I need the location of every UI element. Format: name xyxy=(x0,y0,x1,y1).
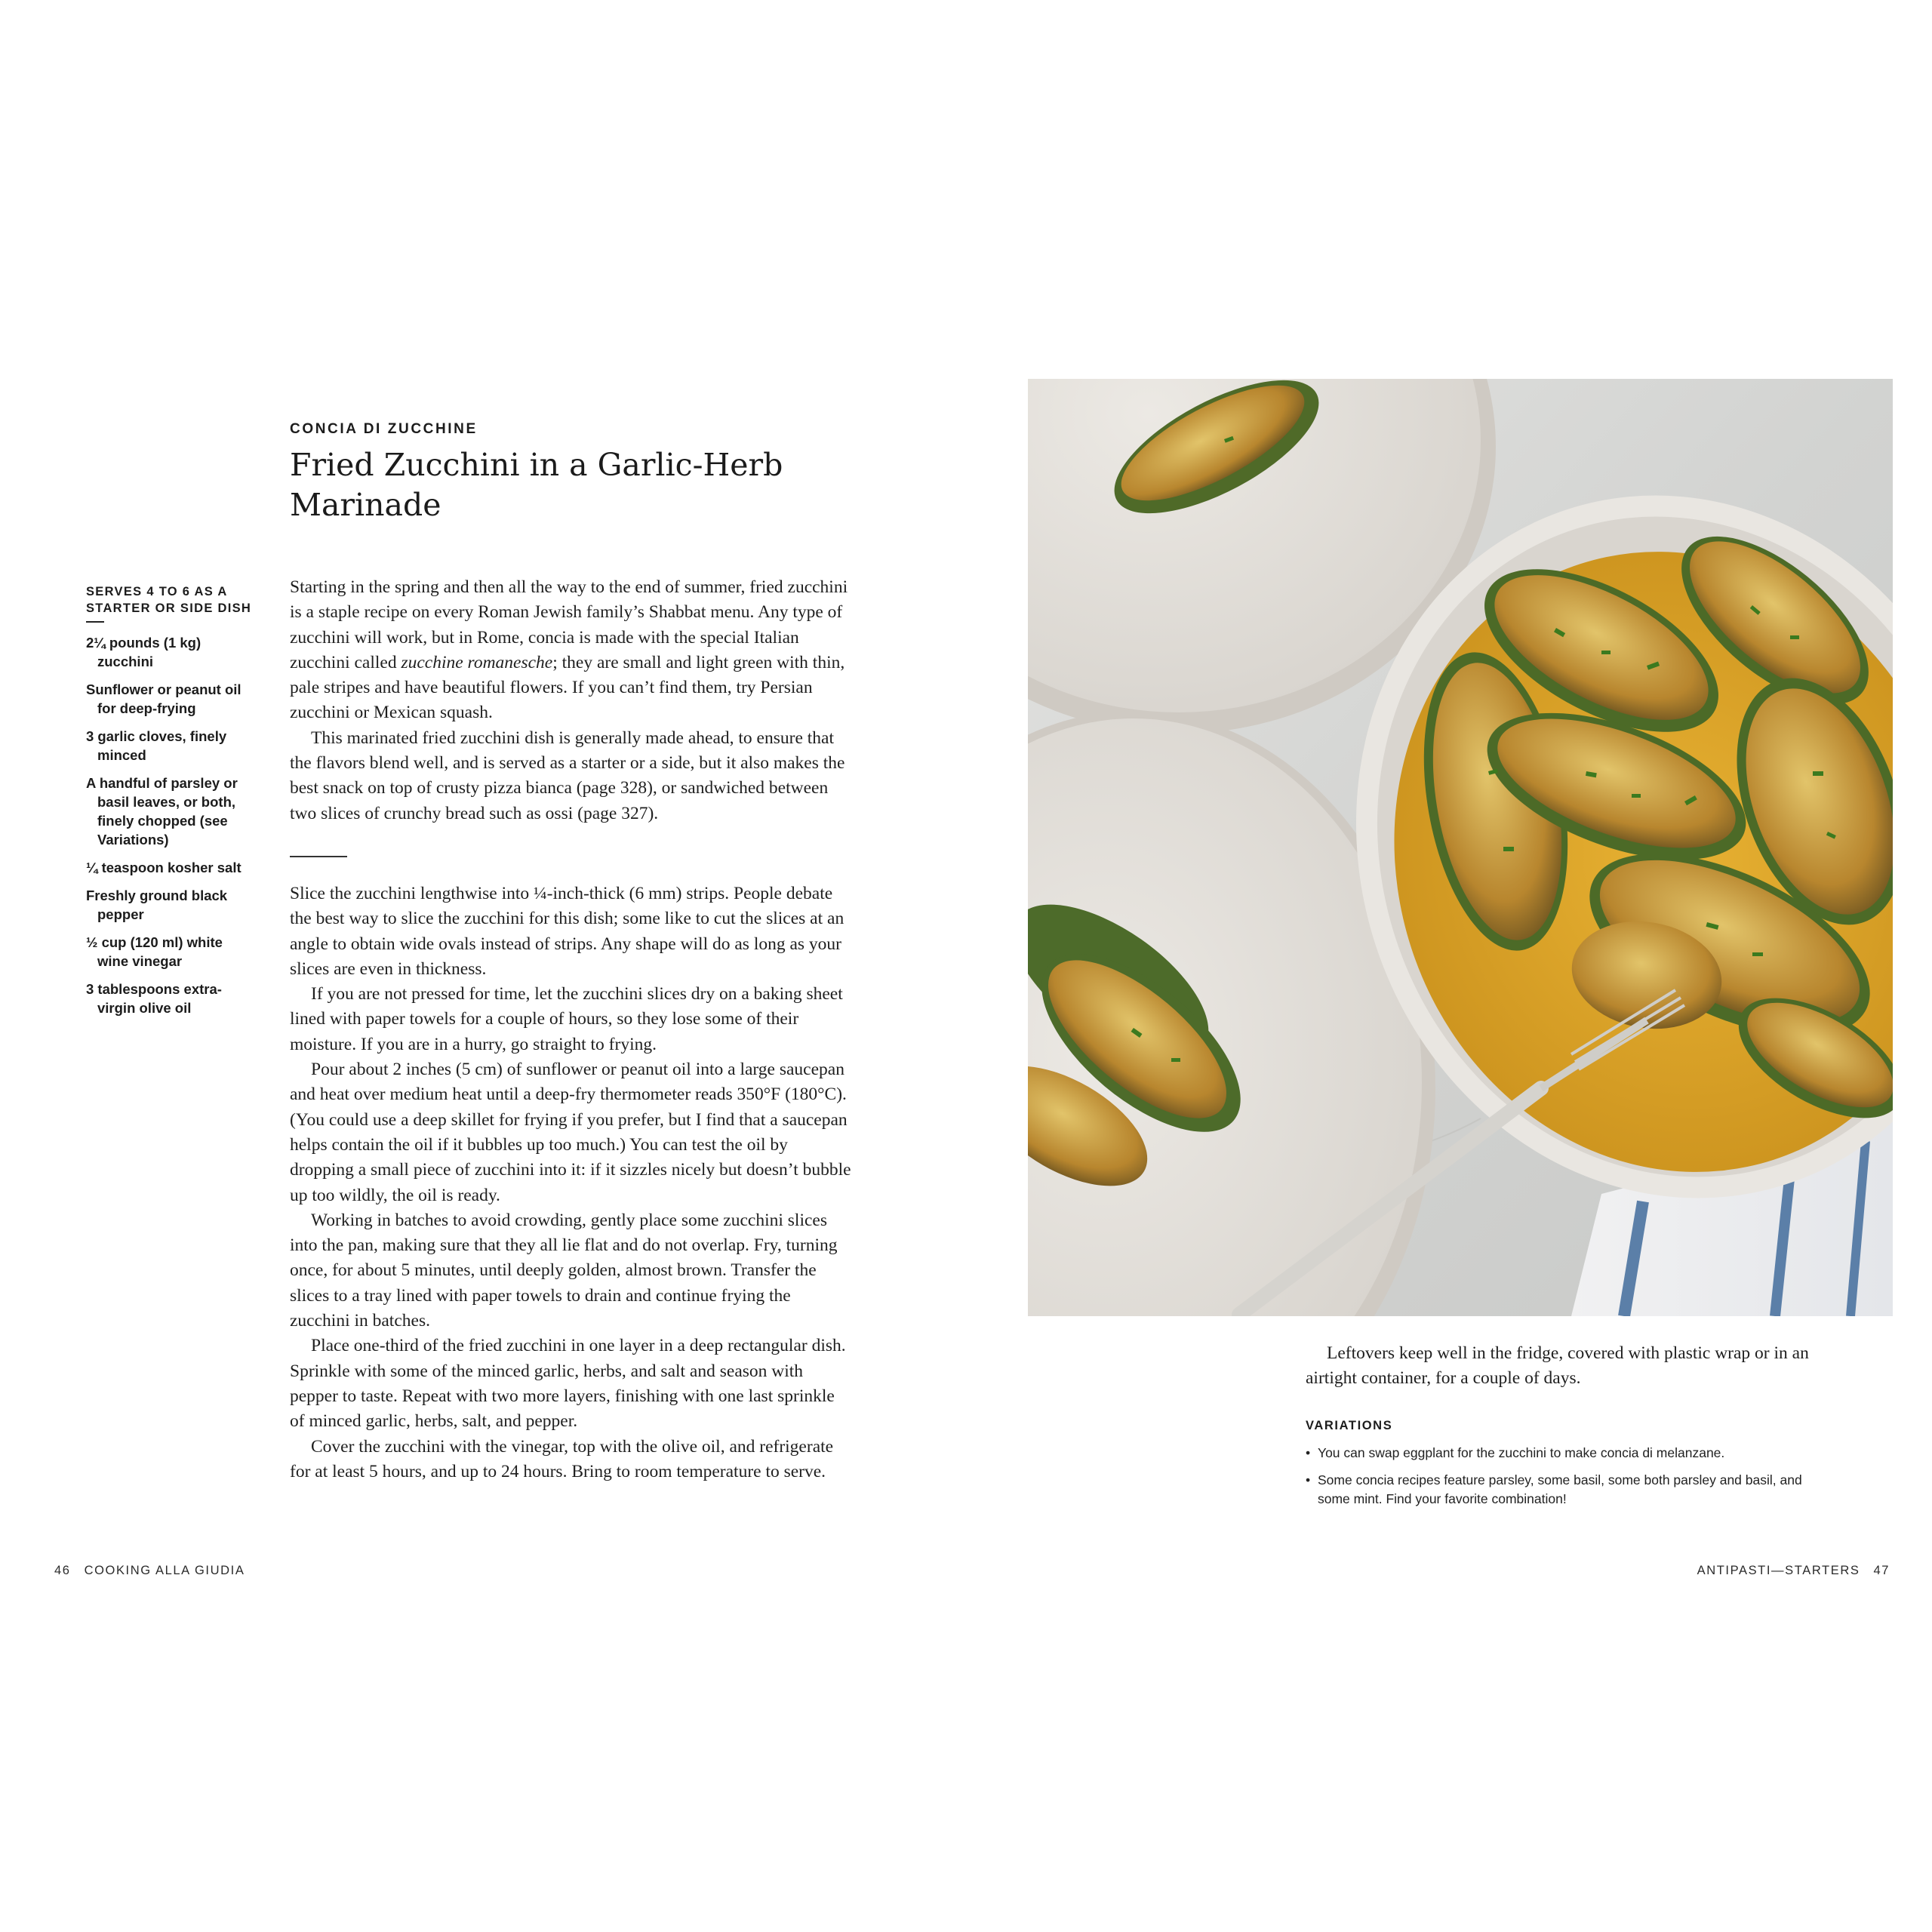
ingredient-item: Sunflower or peanut oil for deep-frying xyxy=(86,681,242,716)
intro-paragraph: This marinated fried zucchini dish is generally made ahead, to ensure that the flavors blend well, and is served as a starter or a side, but it also makes the best snack on top of crusty pizza bianca (page 328), or sandwiched between two slices of crunchy bread such as ossi (page 327). xyxy=(290,728,845,823)
chapter-title: ANTIPASTI—STARTERS xyxy=(1697,1564,1860,1577)
leftovers-text xyxy=(1306,1341,1834,1392)
recipe-kicker: CONCIA DI ZUCCHINE xyxy=(290,421,478,437)
method-step: Place one-third of the fried zucchini in one layer in a deep rectangular dish. Sprinkle with some of the minced garlic, herbs, and salt and season with pepper to taste. Repeat with two more layers, finishing with one last sprinkle of minced garlic, herbs, salt, and pepper. xyxy=(290,1336,846,1432)
method-step: If you are not pressed for time, let the zucchini slices dry on a baking sheet lined with paper towels for a couple of hours, so they lose some of their moisture. If you are in a hurry, go straight to frying. xyxy=(290,984,843,1054)
food-photo xyxy=(1028,379,1893,1316)
sidebar-divider xyxy=(86,621,104,623)
method-text xyxy=(290,881,852,1484)
intro-text-run: ; they are small and light green with thin, pale stripes and have beautiful flowers. If you can’t find them, try Persian zucchini or Mexican squash. xyxy=(290,652,845,723)
ingredient-item: 3 tablespoons extra-virgin olive oil xyxy=(86,981,222,1016)
ingredient-item: ¼ teaspoon kosher salt xyxy=(86,860,242,875)
serves-label: SERVES 4 TO 6 AS A STARTER OR SIDE DISH xyxy=(86,585,252,615)
section-divider xyxy=(290,856,347,857)
ingredient-item: 3 garlic cloves, finely minced xyxy=(86,728,227,763)
intro-italic-term: zucchine romanesche xyxy=(401,652,553,672)
page-number: 47 xyxy=(1873,1564,1890,1577)
ingredient-item: A handful of parsley or basil leaves, or both, finely chopped (see Variations) xyxy=(86,775,238,848)
intro-text-run: Starting in the spring and then all the way to the end of summer, fried zucchini is a staple recipe on every Roman Jewish family’s Shabbat menu. Any type of zucchini will work, but in Rome, concia is made with the special Italian zucchini called xyxy=(290,577,848,672)
intro-paragraph xyxy=(290,575,852,726)
method-step: Pour about 2 inches (5 cm) of sunflower or peanut oil into a large saucepan and heat over medium heat until a deep-fry thermometer reads 350°F (180°C). (You could use a deep skillet for frying if you prefer, but I find that a saucepan helps contain the oil if it bubbles up too much.) You can test the oil by dropping a small piece of zucchini into it: if it sizzles nicely but doesn’t bubble up too wildly, the oil is ready. xyxy=(290,1060,851,1205)
leftovers-paragraph: Leftovers keep well in the fridge, covered with plastic wrap or in an airtight container, for a couple of days. xyxy=(1306,1343,1809,1389)
page-number: 46 xyxy=(54,1564,71,1577)
ingredients-sidebar xyxy=(86,584,256,1026)
ingredient-item: ½ cup (120 ml) white wine vinegar xyxy=(86,934,223,969)
right-folio xyxy=(1697,1564,1890,1578)
intro-text xyxy=(290,575,852,826)
variation-item: • You can swap eggplant for the zucchini to make concia di melanzane. xyxy=(1306,1444,1819,1463)
method-step: Working in batches to avoid crowding, gently place some zucchini slices into the pan, making sure that they all lie flat and do not overlap. Fry, turning once, for about 5 minutes, until deeply golden, almost brown. Transfer the slices to a tray lined with paper towels to drain and continue frying the zucchini in batches. xyxy=(290,1210,838,1331)
variations-list xyxy=(1306,1444,1819,1517)
method-step: Cover the zucchini with the vinegar, top with the olive oil, and refrigerate for at least 5 hours, and up to 24 hours. Bring to room temperature to serve. xyxy=(290,1436,834,1481)
variations-heading: VARIATIONS xyxy=(1306,1419,1393,1432)
recipe-title: Fried Zucchini in a Garlic-Herb Marinade xyxy=(290,447,783,523)
method-step: Slice the zucchini lengthwise into ¼-inch-thick (6 mm) strips. People debate the best way to slice the zucchini for this dish; some like to cut the slices at an angle to obtain wide ovals instead of strips. Any shape will do as long as your slices are even in thickness. xyxy=(290,884,844,979)
book-title: COOKING ALLA GIUDIA xyxy=(84,1564,245,1577)
ingredient-item: 2¼ pounds (1 kg) zucchini xyxy=(86,635,202,669)
ingredient-item: Freshly ground black pepper xyxy=(86,888,228,922)
left-folio xyxy=(54,1564,245,1578)
variation-item: • Some concia recipes feature parsley, some basil, some both parsley and basil, and some mint. Find your favorite combination! xyxy=(1306,1471,1819,1509)
